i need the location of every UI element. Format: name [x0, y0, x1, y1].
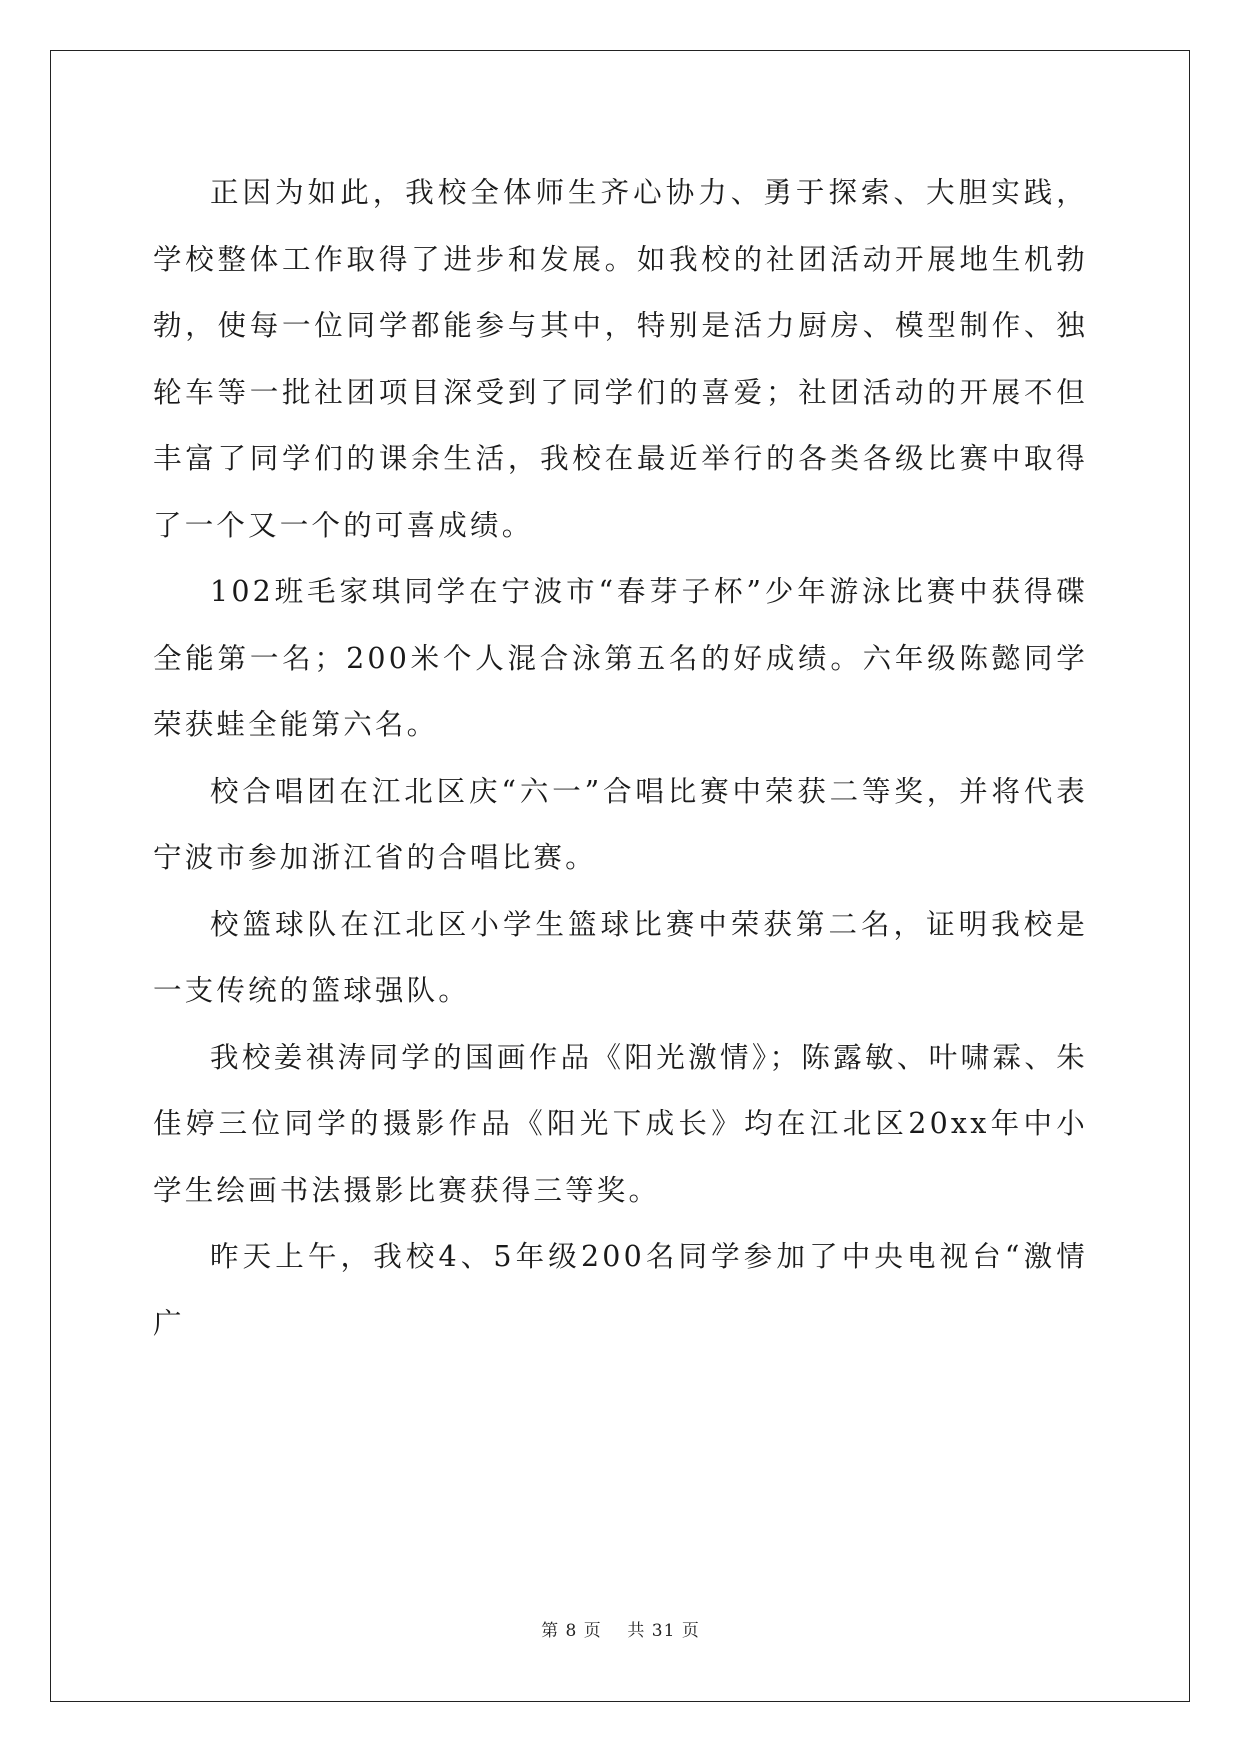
paragraph-cctv-event: 昨天上午，我校4、5年级200名同学参加了中央电视台“激情广	[153, 1240, 1088, 1340]
paragraph-choir-award: 校合唱团在江北区庆“六一”合唱比赛中荣获二等奖，并将代表宁波市参加浙江省的合唱比赛。	[153, 774, 1088, 874]
paragraph-art-awards: 我校姜祺涛同学的国画作品《阳光激情》；陈露敏、叶啸霖、朱佳婷三位同学的摄影作品《阳光下成长》均在江北区20xx年中小学生绘画书法摄影比赛获得三等奖。	[153, 1040, 1088, 1207]
document-body	[153, 160, 1088, 1357]
paragraph-swimming-results: 102班毛家琪同学在宁波市“春芽子杯”少年游泳比赛中获得碟全能第一名；200米个人混合泳第五名的好成绩。六年级陈懿同学荣获蛙全能第六名。	[153, 575, 1088, 741]
paragraph-school-activities: 正因为如此，我校全体师生齐心协力、勇于探索、大胆实践，学校整体工作取得了进步和发展。如我校的社团活动开展地生机勃勃，使每一位同学都能参与其中，特别是活力厨房、模型制作、独轮车等一批社团项目深受到了同学们的喜爱；社团活动的开展不但丰富了同学们的课余生活，我校在最近举行的各类各级比赛中取得了一个又一个的可喜成绩。	[153, 176, 1088, 542]
paragraph-basketball-award: 校篮球队在江北区小学生篮球比赛中荣获第二名，证明我校是一支传统的篮球强队。	[153, 907, 1088, 1007]
page-number-footer: 第 8 页 共 31 页	[541, 1621, 700, 1641]
